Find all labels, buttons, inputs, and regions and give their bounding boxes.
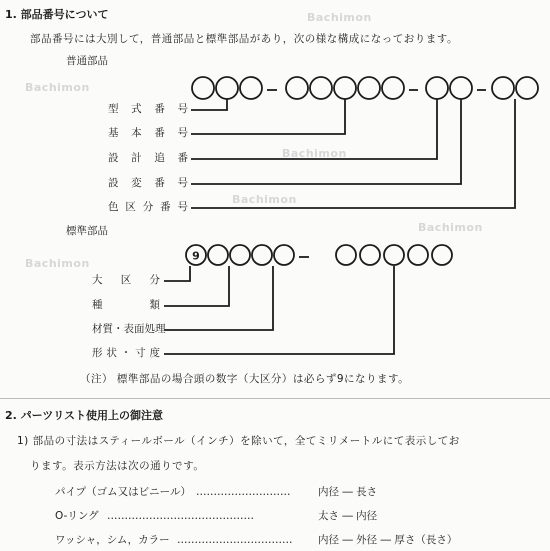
example-pipe-dots: ……………………… bbox=[196, 486, 291, 498]
watermark: Bachimon bbox=[307, 11, 372, 24]
label-char: 基 bbox=[108, 127, 119, 139]
label-char: 追 bbox=[154, 152, 165, 164]
watermark: Bachimon bbox=[232, 193, 297, 206]
label-char: 類 bbox=[149, 299, 160, 311]
label-char: 大 bbox=[92, 274, 103, 286]
label-char: 番 bbox=[160, 201, 171, 213]
label-char: ・ bbox=[120, 347, 132, 359]
watermark: Bachimon bbox=[282, 147, 347, 160]
example-pipe-item: パイプ（ゴム又はビニール） bbox=[55, 486, 191, 498]
normal-model-circles bbox=[192, 77, 262, 99]
watermark: Bachimon bbox=[25, 257, 90, 270]
label-char: 番 bbox=[154, 177, 165, 189]
section-2-heading: 2. パーツリスト使用上の御注意 bbox=[5, 409, 164, 422]
label-char: 号 bbox=[177, 103, 188, 115]
label-char: 寸 bbox=[135, 347, 146, 359]
label-char: 設 bbox=[108, 152, 119, 164]
label-char: 型 bbox=[108, 103, 119, 115]
standard-shape-circles bbox=[336, 245, 452, 265]
label-char: 号 bbox=[177, 201, 188, 213]
watermark: Bachimon bbox=[25, 81, 90, 94]
example-oring-dots: …………………………………… bbox=[107, 510, 254, 522]
example-oring-desc: 太さ ― 内径 bbox=[318, 510, 378, 522]
watermark: Bachimon bbox=[418, 221, 483, 234]
example-washer-item: ワッシャ，シム，カラー bbox=[55, 534, 170, 546]
example-washer-desc: 内径 ― 外径 ― 厚さ（長さ） bbox=[318, 534, 458, 546]
label-char: 変 bbox=[131, 177, 142, 189]
section-2-item-1-line-2: ります。表示方法は次の通りです。 bbox=[30, 460, 205, 472]
standard-parts-note: （注） 標準部品の場合頭の数字（大区分）は必らず9になります。 bbox=[80, 373, 410, 385]
label-char: 本 bbox=[131, 127, 142, 139]
label-char: 種 bbox=[92, 299, 103, 311]
normal-color-circles bbox=[492, 77, 538, 99]
label-char: 番 bbox=[154, 103, 165, 115]
label-char: 計 bbox=[131, 152, 142, 164]
standard-type-circles bbox=[208, 245, 294, 265]
label-char: 状 bbox=[106, 347, 117, 359]
section-1-heading: 1. 部品番号について bbox=[5, 8, 109, 21]
label-char: 度 bbox=[149, 347, 160, 359]
example-oring-item: O-リング bbox=[55, 510, 99, 522]
normal-basic-circles bbox=[286, 77, 404, 99]
label-char: 号 bbox=[177, 177, 188, 189]
label-char: 分 bbox=[142, 201, 154, 213]
section-1-intro: 部品番号には大別して，普通部品と標準部品があり，次の様な構成になっております。 bbox=[30, 33, 458, 45]
label-char: 番 bbox=[177, 152, 188, 164]
label-char: 号 bbox=[177, 127, 188, 139]
label-char: 分 bbox=[149, 274, 160, 286]
label-char: 区 bbox=[125, 201, 136, 213]
label-char: 区 bbox=[120, 274, 132, 286]
label-char: 番 bbox=[154, 127, 165, 139]
label-char: 設 bbox=[108, 177, 119, 189]
label-char: 色 bbox=[108, 201, 119, 213]
section-2-item-1-line-1: 1) 部品の寸法はスティールボール（インチ）を除いて，全てミリメートルにて表示してお bbox=[17, 435, 460, 447]
standard-parts-title: 標準部品 bbox=[66, 225, 108, 237]
first-digit-label: 9 bbox=[192, 249, 200, 263]
normal-design-change-circles bbox=[426, 77, 472, 99]
example-washer-dots: …………………………… bbox=[177, 534, 293, 546]
label-char: 式 bbox=[131, 103, 142, 115]
label-char: 形 bbox=[92, 347, 103, 359]
label-material-finish: 材質・表面処理 bbox=[92, 323, 166, 335]
example-pipe-desc: 内径 ― 長さ bbox=[318, 486, 378, 498]
normal-parts-title: 普通部品 bbox=[66, 55, 108, 67]
